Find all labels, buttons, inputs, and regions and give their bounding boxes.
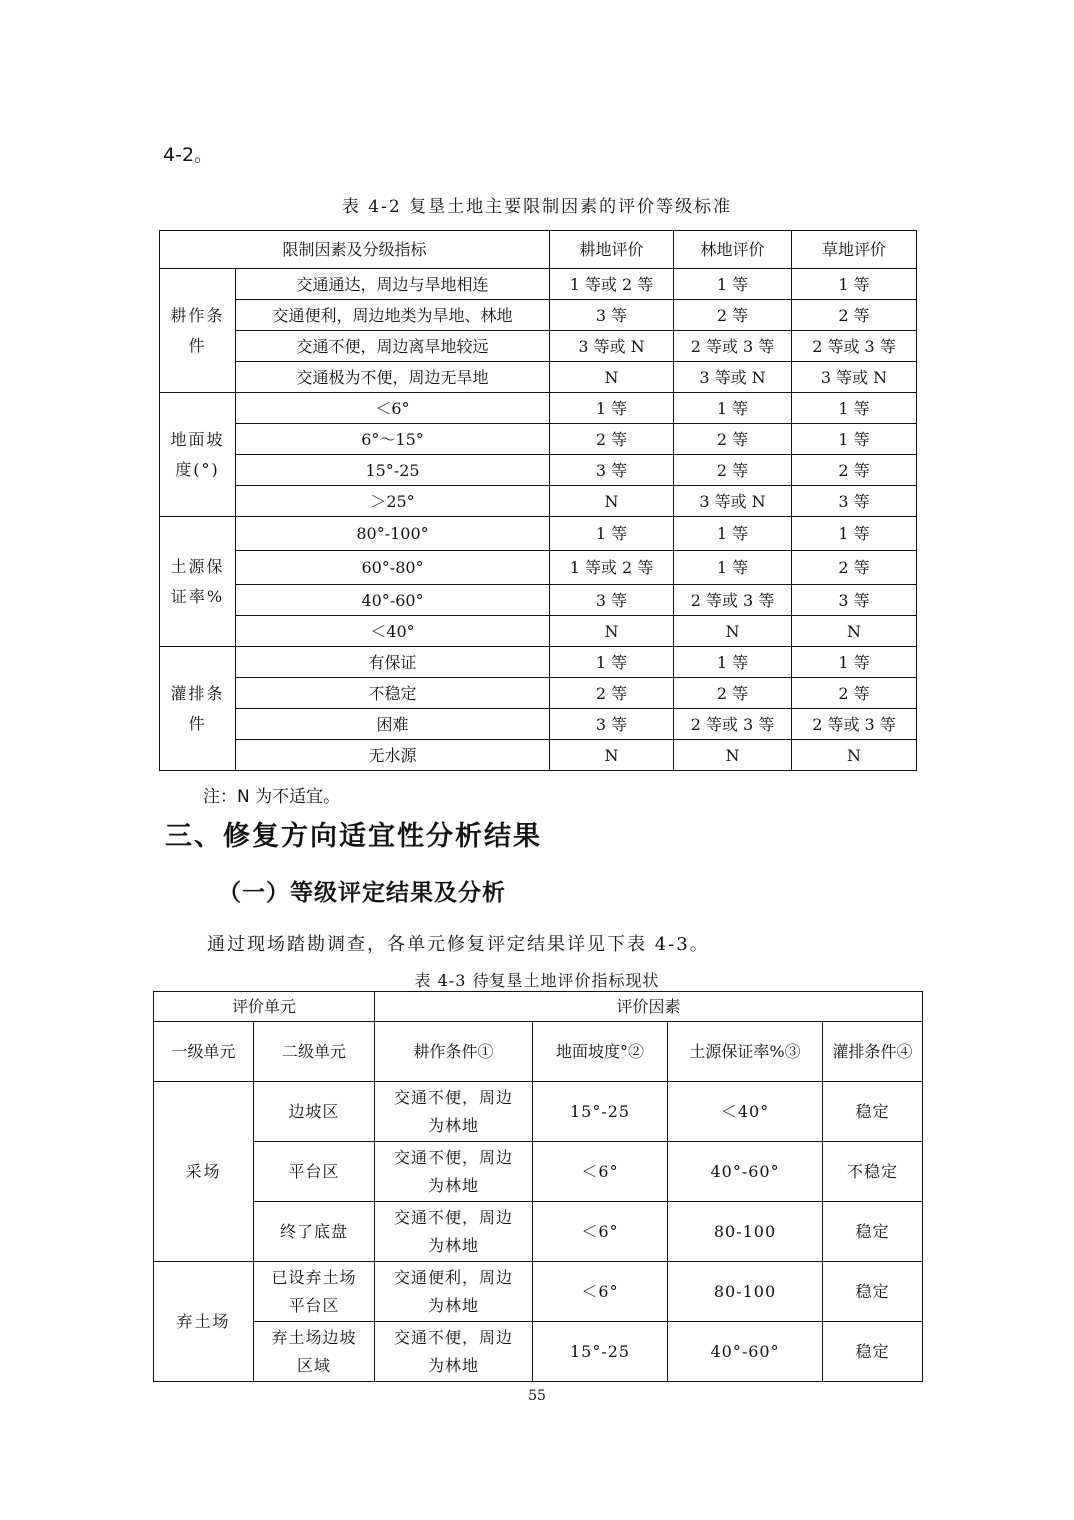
table1-row (160, 678, 917, 709)
table2-farming: 交通不便，周边为林地 (375, 1322, 533, 1382)
table2-irrigation: 稳定 (823, 1202, 923, 1262)
table1-forest-grade: 2 等或 3 等 (674, 585, 792, 616)
table1-farmland-grade: 1 等 (550, 517, 674, 551)
table1-forest-grade: 2 等 (674, 455, 792, 486)
table1-forest-grade: 1 等 (674, 647, 792, 678)
table2-irrigation: 不稳定 (823, 1142, 923, 1202)
table2-soil: ＜40° (668, 1082, 823, 1142)
table1-farmland-grade: 2 等 (550, 678, 674, 709)
table2-level1-cell: 弃土场 (154, 1262, 254, 1382)
table1-indicator: 交通通达，周边与旱地相连 (236, 269, 550, 300)
table2-row (154, 1262, 923, 1322)
table1-indicator: 交通极为不便，周边无旱地 (236, 362, 550, 393)
table1-forest-grade: 1 等 (674, 551, 792, 585)
table2-header-level1: 一级单元 (154, 1022, 254, 1082)
table1-indicator: ＜40° (236, 616, 550, 647)
table1-grass-grade: 2 等 (792, 678, 917, 709)
table1-row (160, 551, 917, 585)
table2-level2: 已设弃土场平台区 (254, 1262, 375, 1322)
table1-farmland-grade: 1 等或 2 等 (550, 269, 674, 300)
table1-grass-grade: 2 等 (792, 551, 917, 585)
table2-header-farming: 耕作条件① (375, 1022, 533, 1082)
table1-group-cell: 地面坡度(°) (160, 393, 236, 517)
table1-grass-grade: 1 等 (792, 517, 917, 551)
table1-group-cell: 灌排条件 (160, 647, 236, 771)
table1-grass-grade: 1 等 (792, 424, 917, 455)
table1-grass-grade: N (792, 616, 917, 647)
table1-forest-grade: N (674, 616, 792, 647)
table2-irrigation: 稳定 (823, 1262, 923, 1322)
table1-forest-grade: 1 等 (674, 517, 792, 551)
table1-forest-grade: 3 等或 N (674, 362, 792, 393)
table1-header-grass: 草地评价 (792, 231, 917, 269)
table2-row (154, 1202, 923, 1262)
table1-header-row (160, 231, 917, 269)
table2-farming: 交通便利，周边为林地 (375, 1262, 533, 1322)
table2-header-factor-group: 评价因素 (375, 992, 923, 1022)
table1-indicator: 有保证 (236, 647, 550, 678)
table1-indicator: 60°-80° (236, 551, 550, 585)
table1-indicator: ＞25° (236, 486, 550, 517)
table1-farmland-grade: N (550, 740, 674, 771)
table1-row (160, 517, 917, 551)
table2-soil: 40°-60° (668, 1142, 823, 1202)
unit-evaluation-table (153, 991, 923, 1382)
table1-grass-grade: 1 等 (792, 647, 917, 678)
table2-header-soil: 土源保证率%③ (668, 1022, 823, 1082)
table1-header-factor: 限制因素及分级指标 (160, 231, 550, 269)
table1-forest-grade: 3 等或 N (674, 486, 792, 517)
table1-row (160, 300, 917, 331)
page-number: 55 (528, 1388, 546, 1404)
table1-indicator: 15°-25 (236, 455, 550, 486)
table1-grass-grade: 1 等 (792, 393, 917, 424)
table2-farming: 交通不便，周边为林地 (375, 1082, 533, 1142)
table2-soil: 80-100 (668, 1262, 823, 1322)
table2-level2: 平台区 (254, 1142, 375, 1202)
table2-row (154, 1322, 923, 1382)
table1-indicator: 40°-60° (236, 585, 550, 616)
table1-row (160, 616, 917, 647)
table1-grass-grade: 2 等或 3 等 (792, 709, 917, 740)
table1-indicator: 交通不便，周边离旱地较远 (236, 331, 550, 362)
table1-row (160, 424, 917, 455)
table2-row (154, 1082, 923, 1142)
table1-caption: 表 4-2 复垦土地主要限制因素的评价等级标准 (341, 197, 733, 217)
table1-note: 注：N 为不适宜。 (203, 787, 341, 807)
subsection-heading: （一）等级评定结果及分析 (218, 880, 506, 906)
table1-grass-grade: 2 等 (792, 455, 917, 486)
table2-header-unit-group: 评价单元 (154, 992, 375, 1022)
table2-slope: ＜6° (533, 1202, 668, 1262)
table1-row (160, 331, 917, 362)
table1-grass-grade: 3 等 (792, 585, 917, 616)
table2-irrigation: 稳定 (823, 1082, 923, 1142)
table1-farmland-grade: N (550, 486, 674, 517)
table1-farmland-grade: 3 等 (550, 585, 674, 616)
table1-forest-grade: 2 等或 3 等 (674, 331, 792, 362)
table1-forest-grade: 1 等 (674, 269, 792, 300)
table1-farmland-grade: N (550, 362, 674, 393)
table1-farmland-grade: 3 等 (550, 709, 674, 740)
table2-slope: 15°-25 (533, 1322, 668, 1382)
table2-level1-cell: 采场 (154, 1082, 254, 1262)
table1-farmland-grade: 1 等 (550, 393, 674, 424)
table2-level2: 弃土场边坡区域 (254, 1322, 375, 1382)
table2-header-slope: 地面坡度°② (533, 1022, 668, 1082)
table1-indicator: 困难 (236, 709, 550, 740)
table2-header-irrigation: 灌排条件④ (823, 1022, 923, 1082)
table1-forest-grade: 1 等 (674, 393, 792, 424)
table1-row (160, 647, 917, 678)
table1-forest-grade: N (674, 740, 792, 771)
table2-header-level2: 二级单元 (254, 1022, 375, 1082)
table1-group-cell: 土源保证率% (160, 517, 236, 647)
table2-group-header-row (154, 992, 923, 1022)
restriction-factor-table (159, 230, 917, 771)
table1-row (160, 740, 917, 771)
table2-farming: 交通不便，周边为林地 (375, 1202, 533, 1262)
table2-soil: 80-100 (668, 1202, 823, 1262)
table2-farming: 交通不便，周边为林地 (375, 1142, 533, 1202)
table1-farmland-grade: 1 等或 2 等 (550, 551, 674, 585)
table1-farmland-grade: N (550, 616, 674, 647)
table1-farmland-grade: 2 等 (550, 424, 674, 455)
table1-grass-grade: 2 等或 3 等 (792, 331, 917, 362)
table1-farmland-grade: 3 等 (550, 300, 674, 331)
table1-row (160, 455, 917, 486)
table1-row (160, 585, 917, 616)
table1-farmland-grade: 3 等 (550, 455, 674, 486)
table1-indicator: 交通便利，周边地类为旱地、林地 (236, 300, 550, 331)
table1-indicator: ＜6° (236, 393, 550, 424)
table1-row (160, 486, 917, 517)
table2-soil: 40°-60° (668, 1322, 823, 1382)
table1-farmland-grade: 1 等 (550, 647, 674, 678)
table1-grass-grade: 3 等或 N (792, 362, 917, 393)
table1-forest-grade: 2 等 (674, 678, 792, 709)
table1-grass-grade: 2 等 (792, 300, 917, 331)
table1-indicator: 无水源 (236, 740, 550, 771)
table1-row (160, 709, 917, 740)
table1-row (160, 362, 917, 393)
table1-forest-grade: 2 等或 3 等 (674, 709, 792, 740)
lead-text: 4-2。 (163, 144, 214, 166)
table1-indicator: 不稳定 (236, 678, 550, 709)
section-heading: 三、修复方向适宜性分析结果 (165, 821, 542, 852)
body-paragraph: 通过现场踏勘调查，各单元修复评定结果详见下表 4-3。 (207, 934, 710, 955)
table2-slope: 15°-25 (533, 1082, 668, 1142)
table1-indicator: 6°～15° (236, 424, 550, 455)
table1-forest-grade: 2 等 (674, 300, 792, 331)
table1-farmland-grade: 3 等或 N (550, 331, 674, 362)
table1-group-cell: 耕作条件 (160, 269, 236, 393)
table2-row (154, 1142, 923, 1202)
table2-header-row (154, 1022, 923, 1082)
table2-level2: 边坡区 (254, 1082, 375, 1142)
table1-indicator: 80°-100° (236, 517, 550, 551)
table1-row (160, 393, 917, 424)
table2-irrigation: 稳定 (823, 1322, 923, 1382)
table1-grass-grade: 1 等 (792, 269, 917, 300)
table1-header-forest: 林地评价 (674, 231, 792, 269)
table1-header-farmland: 耕地评价 (550, 231, 674, 269)
table1-row (160, 269, 917, 300)
table1-forest-grade: 2 等 (674, 424, 792, 455)
table2-level2: 终了底盘 (254, 1202, 375, 1262)
table1-grass-grade: 3 等 (792, 486, 917, 517)
table1-grass-grade: N (792, 740, 917, 771)
table2-slope: ＜6° (533, 1262, 668, 1322)
table2-slope: ＜6° (533, 1142, 668, 1202)
table2-caption: 表 4-3 待复垦土地评价指标现状 (414, 971, 660, 990)
